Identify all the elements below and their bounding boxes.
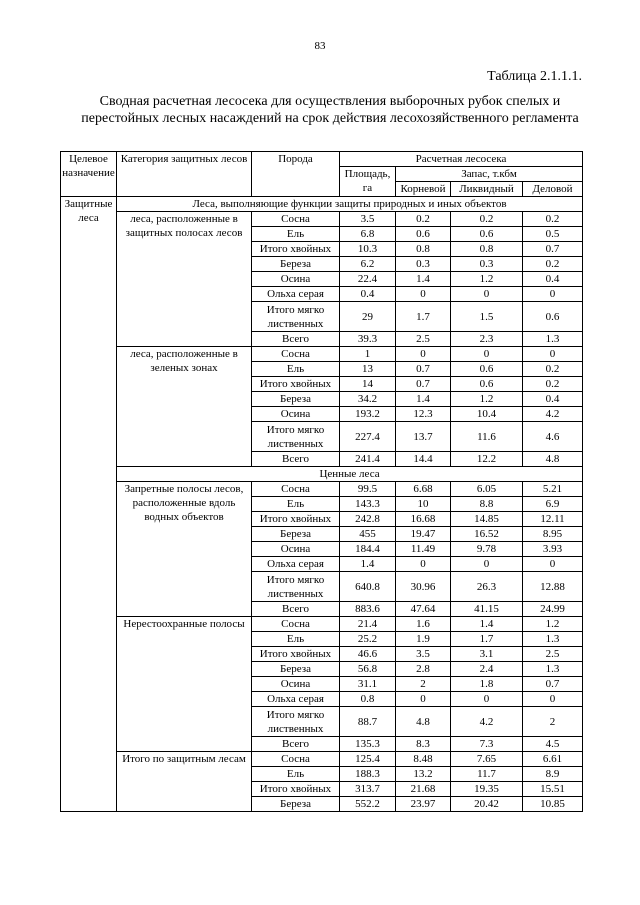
area-cell: 10.3 <box>340 242 396 257</box>
business-stock-cell: 1.3 <box>523 332 583 347</box>
section-title: Ценные леса <box>117 467 583 482</box>
section-row <box>61 197 583 212</box>
business-stock-cell: 0.4 <box>523 392 583 407</box>
liquid-stock-cell: 1.2 <box>451 392 523 407</box>
area-cell: 227.4 <box>340 422 396 452</box>
root-stock-cell: 30.96 <box>396 572 451 602</box>
table-caption: Сводная расчетная лесосека для осуществления выборочных рубок спелых и перестойных лесных насаждений на срок действия лесохозяйственного регламента <box>81 94 579 126</box>
liquid-stock-cell: 1.4 <box>451 617 523 632</box>
table-label: Таблица 2.1.1.1. <box>487 69 582 84</box>
header-row <box>61 152 583 167</box>
liquid-stock-cell: 19.35 <box>451 782 523 797</box>
business-stock-cell: 15.51 <box>523 782 583 797</box>
root-stock-cell: 0.7 <box>396 362 451 377</box>
root-stock-cell: 2.5 <box>396 332 451 347</box>
header-root: Корневой <box>396 182 451 197</box>
liquid-stock-cell: 0.6 <box>451 377 523 392</box>
business-stock-cell: 4.5 <box>523 737 583 752</box>
area-cell: 34.2 <box>340 392 396 407</box>
area-cell: 143.3 <box>340 497 396 512</box>
root-stock-cell: 0.6 <box>396 227 451 242</box>
root-stock-cell: 11.49 <box>396 542 451 557</box>
area-cell: 14 <box>340 377 396 392</box>
business-stock-cell: 0 <box>523 692 583 707</box>
species-cell: Всего <box>252 452 340 467</box>
root-stock-cell: 2 <box>396 677 451 692</box>
business-stock-cell: 0.2 <box>523 212 583 227</box>
liquid-stock-cell: 0.6 <box>451 227 523 242</box>
species-cell: Сосна <box>252 617 340 632</box>
category-cell: леса, расположенные в зеленых зонах <box>117 347 252 467</box>
species-cell: Осина <box>252 272 340 287</box>
header-species: Порода <box>252 152 340 197</box>
liquid-stock-cell: 11.6 <box>451 422 523 452</box>
species-cell: Осина <box>252 677 340 692</box>
root-stock-cell: 4.8 <box>396 707 451 737</box>
header-purpose: Целевое назначение <box>61 152 117 197</box>
species-cell: Береза <box>252 797 340 812</box>
business-stock-cell: 0.4 <box>523 272 583 287</box>
area-cell: 135.3 <box>340 737 396 752</box>
root-stock-cell: 1.4 <box>396 272 451 287</box>
liquid-stock-cell: 0.6 <box>451 362 523 377</box>
business-stock-cell: 0.7 <box>523 242 583 257</box>
liquid-stock-cell: 8.8 <box>451 497 523 512</box>
liquid-stock-cell: 12.2 <box>451 452 523 467</box>
species-cell: Береза <box>252 662 340 677</box>
species-cell: Ольха серая <box>252 557 340 572</box>
liquid-stock-cell: 1.8 <box>451 677 523 692</box>
species-cell: Ель <box>252 227 340 242</box>
section-title: Леса, выполняющие функции защиты природных и иных объектов <box>117 197 583 212</box>
root-stock-cell: 3.5 <box>396 647 451 662</box>
business-stock-cell: 3.93 <box>523 542 583 557</box>
liquid-stock-cell: 1.7 <box>451 632 523 647</box>
business-stock-cell: 5.21 <box>523 482 583 497</box>
area-cell: 883.6 <box>340 602 396 617</box>
area-cell: 188.3 <box>340 767 396 782</box>
category-cell: Запретные полосы лесов, расположенные вдоль водных объектов <box>117 482 252 617</box>
species-cell: Итого хвойных <box>252 512 340 527</box>
liquid-stock-cell: 1.2 <box>451 272 523 287</box>
area-cell: 56.8 <box>340 662 396 677</box>
species-cell: Итого хвойных <box>252 242 340 257</box>
area-cell: 193.2 <box>340 407 396 422</box>
area-cell: 22.4 <box>340 272 396 287</box>
area-cell: 39.3 <box>340 332 396 347</box>
species-cell: Береза <box>252 527 340 542</box>
header-business: Деловой <box>523 182 583 197</box>
species-cell: Ольха серая <box>252 692 340 707</box>
root-stock-cell: 0 <box>396 557 451 572</box>
business-stock-cell: 4.6 <box>523 422 583 452</box>
area-cell: 25.2 <box>340 632 396 647</box>
liquid-stock-cell: 2.4 <box>451 662 523 677</box>
area-cell: 0.4 <box>340 287 396 302</box>
root-stock-cell: 2.8 <box>396 662 451 677</box>
business-stock-cell: 12.88 <box>523 572 583 602</box>
species-cell: Всего <box>252 332 340 347</box>
root-stock-cell: 6.68 <box>396 482 451 497</box>
area-cell: 242.8 <box>340 512 396 527</box>
root-stock-cell: 0 <box>396 347 451 362</box>
table-row <box>61 347 583 362</box>
business-stock-cell: 6.61 <box>523 752 583 767</box>
liquid-stock-cell: 14.85 <box>451 512 523 527</box>
category-cell: Итого по защитным лесам <box>117 752 252 812</box>
business-stock-cell: 12.11 <box>523 512 583 527</box>
liquid-stock-cell: 0 <box>451 557 523 572</box>
area-cell: 3.5 <box>340 212 396 227</box>
liquid-stock-cell: 10.4 <box>451 407 523 422</box>
liquid-stock-cell: 16.52 <box>451 527 523 542</box>
area-cell: 6.8 <box>340 227 396 242</box>
species-cell: Осина <box>252 542 340 557</box>
area-cell: 552.2 <box>340 797 396 812</box>
species-cell: Итого мягко лиственных <box>252 707 340 737</box>
business-stock-cell: 2 <box>523 707 583 737</box>
header-liquid: Ликвидный <box>451 182 523 197</box>
root-stock-cell: 19.47 <box>396 527 451 542</box>
area-cell: 241.4 <box>340 452 396 467</box>
category-cell: Нерестоохранные полосы <box>117 617 252 752</box>
root-stock-cell: 10 <box>396 497 451 512</box>
species-cell: Береза <box>252 392 340 407</box>
business-stock-cell: 0.2 <box>523 377 583 392</box>
liquid-stock-cell: 9.78 <box>451 542 523 557</box>
business-stock-cell: 0.5 <box>523 227 583 242</box>
liquid-stock-cell: 26.3 <box>451 572 523 602</box>
table-row <box>61 617 583 632</box>
area-cell: 21.4 <box>340 617 396 632</box>
business-stock-cell: 1.3 <box>523 632 583 647</box>
header-category: Категория защитных лесов <box>117 152 252 197</box>
business-stock-cell: 0 <box>523 287 583 302</box>
species-cell: Ель <box>252 767 340 782</box>
liquid-stock-cell: 0 <box>451 347 523 362</box>
liquid-stock-cell: 0.8 <box>451 242 523 257</box>
header-area: Площадь, га <box>340 167 396 197</box>
cutting-area-table <box>60 151 583 812</box>
area-cell: 313.7 <box>340 782 396 797</box>
liquid-stock-cell: 3.1 <box>451 647 523 662</box>
area-cell: 1 <box>340 347 396 362</box>
species-cell: Итого хвойных <box>252 647 340 662</box>
area-cell: 88.7 <box>340 707 396 737</box>
root-stock-cell: 0.7 <box>396 377 451 392</box>
business-stock-cell: 0 <box>523 347 583 362</box>
page-number: 83 <box>314 40 326 52</box>
root-stock-cell: 0.8 <box>396 242 451 257</box>
area-cell: 455 <box>340 527 396 542</box>
root-stock-cell: 0 <box>396 692 451 707</box>
species-cell: Всего <box>252 737 340 752</box>
area-cell: 125.4 <box>340 752 396 767</box>
business-stock-cell: 0.2 <box>523 257 583 272</box>
area-cell: 184.4 <box>340 542 396 557</box>
root-stock-cell: 0.3 <box>396 257 451 272</box>
root-stock-cell: 13.2 <box>396 767 451 782</box>
business-stock-cell: 8.95 <box>523 527 583 542</box>
species-cell: Итого хвойных <box>252 377 340 392</box>
species-cell: Сосна <box>252 752 340 767</box>
area-cell: 46.6 <box>340 647 396 662</box>
root-stock-cell: 16.68 <box>396 512 451 527</box>
business-stock-cell: 10.85 <box>523 797 583 812</box>
species-cell: Ольха серая <box>252 287 340 302</box>
liquid-stock-cell: 6.05 <box>451 482 523 497</box>
purpose-cell: Защитные леса <box>61 197 117 812</box>
business-stock-cell: 0.7 <box>523 677 583 692</box>
area-cell: 31.1 <box>340 677 396 692</box>
root-stock-cell: 1.6 <box>396 617 451 632</box>
root-stock-cell: 8.3 <box>396 737 451 752</box>
area-cell: 1.4 <box>340 557 396 572</box>
section-row <box>61 467 583 482</box>
liquid-stock-cell: 11.7 <box>451 767 523 782</box>
liquid-stock-cell: 2.3 <box>451 332 523 347</box>
species-cell: Итого хвойных <box>252 782 340 797</box>
table-row <box>61 212 583 227</box>
root-stock-cell: 8.48 <box>396 752 451 767</box>
business-stock-cell: 6.9 <box>523 497 583 512</box>
species-cell: Береза <box>252 257 340 272</box>
area-cell: 0.8 <box>340 692 396 707</box>
species-cell: Сосна <box>252 212 340 227</box>
business-stock-cell: 0 <box>523 557 583 572</box>
species-cell: Итого мягко лиственных <box>252 302 340 332</box>
species-cell: Итого мягко лиственных <box>252 422 340 452</box>
liquid-stock-cell: 41.15 <box>451 602 523 617</box>
species-cell: Сосна <box>252 482 340 497</box>
root-stock-cell: 1.9 <box>396 632 451 647</box>
liquid-stock-cell: 0.3 <box>451 257 523 272</box>
liquid-stock-cell: 20.42 <box>451 797 523 812</box>
liquid-stock-cell: 7.3 <box>451 737 523 752</box>
root-stock-cell: 0 <box>396 287 451 302</box>
business-stock-cell: 1.2 <box>523 617 583 632</box>
business-stock-cell: 24.99 <box>523 602 583 617</box>
liquid-stock-cell: 1.5 <box>451 302 523 332</box>
species-cell: Осина <box>252 407 340 422</box>
liquid-stock-cell: 0 <box>451 287 523 302</box>
species-cell: Итого мягко лиственных <box>252 572 340 602</box>
species-cell: Ель <box>252 632 340 647</box>
table-row <box>61 752 583 767</box>
root-stock-cell: 21.68 <box>396 782 451 797</box>
header-stock: Запас, т.кбм <box>396 167 583 182</box>
liquid-stock-cell: 4.2 <box>451 707 523 737</box>
business-stock-cell: 1.3 <box>523 662 583 677</box>
area-cell: 99.5 <box>340 482 396 497</box>
area-cell: 640.8 <box>340 572 396 602</box>
business-stock-cell: 8.9 <box>523 767 583 782</box>
species-cell: Сосна <box>252 347 340 362</box>
table-row <box>61 482 583 497</box>
category-cell: леса, расположенные в защитных полосах лесов <box>117 212 252 347</box>
area-cell: 29 <box>340 302 396 332</box>
root-stock-cell: 12.3 <box>396 407 451 422</box>
business-stock-cell: 4.2 <box>523 407 583 422</box>
area-cell: 13 <box>340 362 396 377</box>
root-stock-cell: 14.4 <box>396 452 451 467</box>
business-stock-cell: 4.8 <box>523 452 583 467</box>
header-estimated: Расчетная лесосека <box>340 152 583 167</box>
root-stock-cell: 23.97 <box>396 797 451 812</box>
liquid-stock-cell: 0 <box>451 692 523 707</box>
area-cell: 6.2 <box>340 257 396 272</box>
business-stock-cell: 0.6 <box>523 302 583 332</box>
business-stock-cell: 0.2 <box>523 362 583 377</box>
species-cell: Ель <box>252 362 340 377</box>
root-stock-cell: 13.7 <box>396 422 451 452</box>
liquid-stock-cell: 7.65 <box>451 752 523 767</box>
root-stock-cell: 0.2 <box>396 212 451 227</box>
liquid-stock-cell: 0.2 <box>451 212 523 227</box>
root-stock-cell: 1.4 <box>396 392 451 407</box>
root-stock-cell: 1.7 <box>396 302 451 332</box>
species-cell: Всего <box>252 602 340 617</box>
business-stock-cell: 2.5 <box>523 647 583 662</box>
species-cell: Ель <box>252 497 340 512</box>
root-stock-cell: 47.64 <box>396 602 451 617</box>
